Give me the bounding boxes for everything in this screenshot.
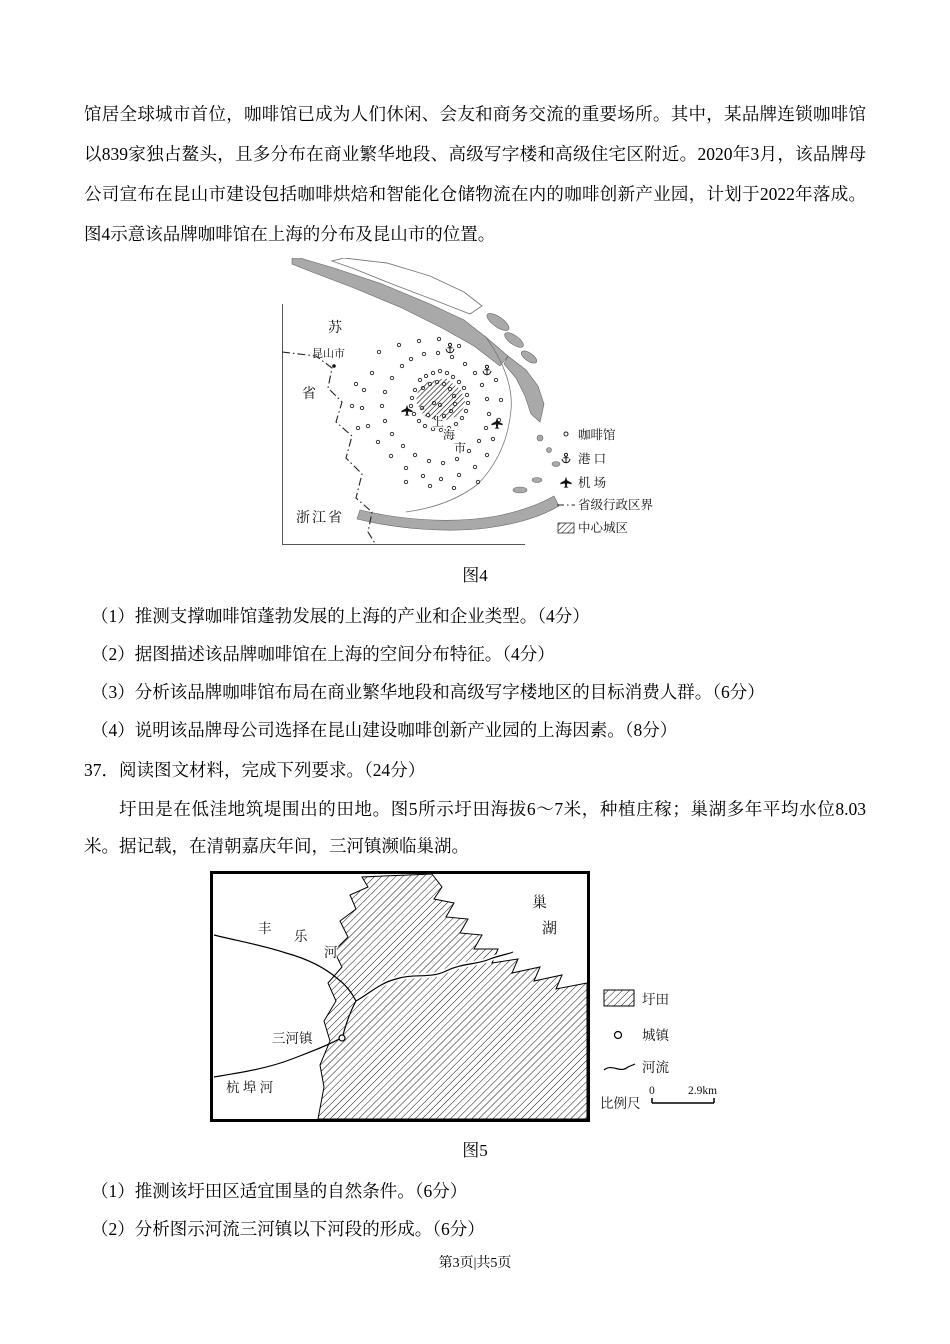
q36-sub4: （4）说明该品牌母公司选择在昆山建设咖啡创新产业园的上海因素。（8分） [91,720,678,740]
anchor-icon [562,453,570,463]
label-shanghai-1: 上 [432,415,445,429]
figure4-caption: 图4 [462,566,488,585]
q36-sub2: （2）据图描述该品牌咖啡馆在上海的空间分布特征。（4分） [91,644,555,664]
q37-heading: 37．阅读图文材料，完成下列要求。（24分） [84,760,426,780]
legend-coffee-label: 咖啡馆 [578,428,616,442]
label-fengle-3: 河 [324,945,338,960]
legend-scale-label: 比例尺 [600,1096,641,1111]
q37-intro-paragraph: 圩田是在低洼地筑堤围出的田地。图5所示圩田海拔6～7米，种植庄稼；巢湖多年平均水位8.03米。据记载，在清朝嘉庆年间，三河镇濒临巢湖。 [84,799,866,856]
town-sample [615,1032,622,1039]
polder-sample [604,990,634,1006]
label-zhejiang: 浙江省 [296,511,344,526]
label-fengle-1: 丰 [258,921,272,936]
label-shanghai-2: 海 [443,428,456,442]
coffee-shop-dots [350,337,502,489]
q37-sub2: （2）分析图示河流三河镇以下河段的形成。（6分） [91,1219,485,1239]
page-footer: 第3页|共5页 [438,1256,512,1271]
figure4-map [282,258,659,545]
plane-icon [560,477,571,488]
q37-subquestions [84,1172,866,1248]
figure5-caption: 图5 [462,1141,488,1160]
port-icon [446,343,454,353]
label-kunshan: 昆山市 [312,348,345,360]
figure5-legend [600,871,760,1122]
label-hangbu: 杭 埠 河 [226,1080,274,1095]
legend-port-label: 港 口 [578,452,607,466]
legend-river-label: 河流 [642,1060,669,1075]
kunshan-city-dot [332,364,336,368]
label-jiangsu-su: 苏 [328,321,342,336]
scale-bar [652,1098,714,1103]
label-fengle-2: 乐 [294,929,308,944]
q36-sub3: （3）分析该品牌咖啡馆布局在商业繁华地段和高级写字楼地区的目标消费人群。（6分） [91,682,765,702]
legend-boundary-label: 省级行政区界 [578,498,654,512]
label-sanhe: 三河镇 [272,1031,313,1046]
figure4-legend [557,427,654,535]
legend-airport-label: 机 场 [578,476,607,490]
label-jiangsu-sheng: 省 [302,387,316,402]
label-shanghai-3: 市 [454,441,467,455]
scale-end: 2.9km [688,1085,718,1097]
figure5 [210,871,866,1122]
figure5-map [210,871,590,1122]
legend-polder-label: 圩田 [642,992,669,1007]
central-district-sample [558,523,574,533]
airport-icon [401,405,412,416]
sanhe-town-marker [339,1035,345,1041]
q37-sub1: （1）推测该圩田区适宜围垦的自然条件。（6分） [91,1181,468,1201]
figure4 [282,258,659,550]
label-chaohu-1: 巢 [532,895,548,911]
scale-start: 0 [649,1085,655,1097]
river-sample [604,1064,635,1070]
q36-sub1: （1）推测支撑咖啡馆蓬勃发展的上海的产业和企业类型。（4分） [91,606,590,626]
legend-central-district-label: 中心城区 [578,521,629,535]
q36-subquestions [84,597,866,749]
label-chaohu-2: 湖 [542,921,558,937]
legend-town-label: 城镇 [642,1028,669,1043]
port-icon [483,365,491,375]
q36-intro-paragraph: 馆居全球城市首位，咖啡馆已成为人们休闲、会友和商务交流的重要场所。其中，某品牌连锁咖啡馆以839家独占鳌头，且多分布在商业繁华地段、高级写字楼和高级住宅区附近。2020年3月，该品牌母公司宣布在昆山市建设包括咖啡烘焙和智能化仓储物流在内的咖啡创新产业园，计划于2022年落成。图4示意该品牌咖啡馆在上海的分布及昆山市的位置。 [84,104,866,244]
